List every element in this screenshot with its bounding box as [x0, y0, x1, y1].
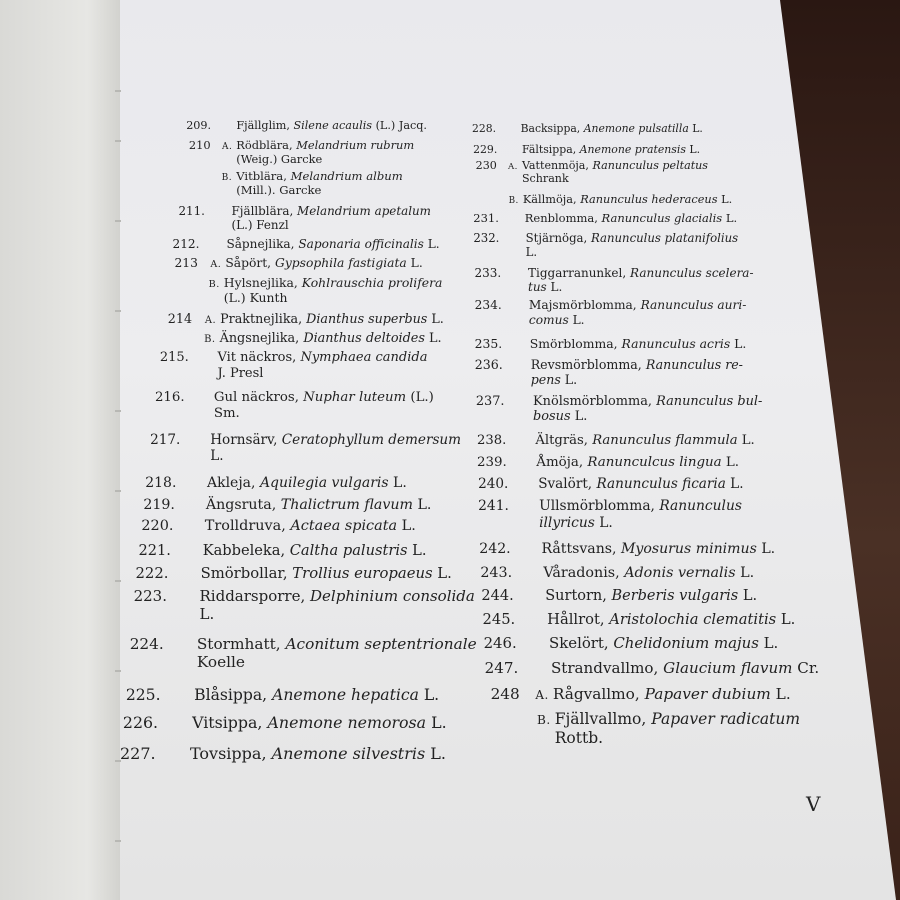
common-name: Praktnejlika, [220, 311, 303, 326]
species-entry [468, 123, 703, 136]
latin-name: Ranunculus ficaria [596, 476, 726, 492]
author-abbrev: L. [735, 565, 755, 581]
author-abbrev: (L.) [406, 390, 434, 405]
entry-number: 230 [475, 159, 497, 172]
latin-name: Kohlrauschia prolifera [301, 275, 443, 290]
common-name: Tiggarranunkel, [527, 266, 627, 280]
species-entry [469, 143, 700, 156]
species-entry [475, 565, 754, 582]
author-abbrev: L. [725, 476, 744, 492]
entry-continuation: (L.) Kunth [223, 289, 288, 305]
species-entry [474, 541, 775, 558]
entry-continuation: Sm. [213, 405, 240, 421]
entry-number: 219. [143, 497, 175, 513]
entry-continuation: L. [199, 605, 215, 623]
author-abbrev: L. [426, 713, 447, 732]
common-name: Revsmörblomma, [530, 357, 642, 372]
common-name: Ullsmörblomma, [539, 498, 655, 514]
latin-name: Papaver dubium [644, 685, 771, 703]
common-name: Fjällvallmo, [554, 710, 647, 728]
common-name: Hållrot, [547, 611, 605, 628]
entry-number: 232. [473, 231, 500, 245]
common-name: Smörblomma, [529, 336, 618, 351]
common-name: Råttsvans, [541, 541, 617, 557]
common-name: Såpnejlika, [226, 237, 295, 251]
latin-name: Ranunculcus lingua [587, 455, 722, 470]
entry-continuation: (L.) Fenzl [231, 218, 289, 233]
entry-number: 210 [188, 138, 211, 152]
species-entry [481, 710, 800, 747]
entry-number: 217. [150, 432, 181, 448]
common-name: Vitblära, [236, 169, 287, 183]
entry-number: 231. [473, 211, 499, 225]
entry-continuation: Rottb. [554, 728, 604, 747]
author-abbrev: L. [758, 634, 779, 652]
species-entry [470, 357, 743, 387]
author-abbrev: L. [722, 211, 738, 225]
author-abbrev: L. [432, 565, 452, 582]
latin-name: Dianthus superbus [306, 311, 428, 326]
latin-name: Ranunculus re- [645, 357, 743, 372]
latin-name: Melandrium apetalum [297, 204, 431, 218]
entry-number: 248 [490, 685, 520, 703]
common-name: Majsmörblomma, [528, 298, 637, 312]
author-abbrev: L. [688, 122, 703, 135]
entry-continuation: pens L. [530, 372, 578, 388]
page-number: V [806, 792, 821, 816]
common-name: Skelört, [549, 634, 609, 652]
latin-name: Aquilegia vulgaris [259, 475, 389, 491]
entry-number: 246. [483, 634, 517, 652]
species-entry [469, 231, 738, 259]
author-abbrev: L. [776, 611, 796, 628]
entry-number: 211. [178, 204, 205, 218]
common-name: Vattenmöja, [521, 159, 589, 172]
latin-name: Trollius europaeus [292, 565, 433, 582]
entry-continuation: Schrank [521, 172, 569, 186]
entry-number: 245. [482, 611, 516, 628]
species-entry [476, 588, 757, 605]
entry-number: 238. [476, 433, 507, 448]
common-name: Ältgräs, [535, 433, 588, 448]
author-abbrev: L. [427, 311, 444, 326]
entry-continuation: L. [525, 245, 538, 260]
latin-name: Nuphar luteum [303, 390, 407, 405]
latin-name: Glaucium flavum [663, 659, 793, 677]
entry-number: 220. [141, 518, 174, 534]
common-name: Hornsärv, [210, 432, 278, 448]
species-entry [472, 433, 755, 449]
author-abbrev: L. [406, 256, 423, 270]
common-name: Renblomma, [524, 211, 598, 225]
entry-continuation: (Weig.) Garcke [236, 151, 323, 166]
common-name: Svalört, [538, 476, 593, 492]
common-name: Strandvallmo, [550, 659, 659, 677]
entry-subletter: A. [204, 315, 217, 326]
author-abbrev: (L.) Jacq. [372, 119, 427, 132]
latin-name: Papaver radicatum [651, 710, 801, 728]
author-abbrev: L. [721, 455, 740, 470]
entry-continuation: L. [210, 448, 224, 465]
latin-name: Ranunculus bul- [656, 394, 763, 409]
latin-name: Caltha palustris [289, 542, 408, 559]
common-name: Fjällglim, [236, 119, 290, 132]
entry-continuation: comus L. [528, 312, 585, 327]
latin-name: Chelidonium majus [613, 634, 759, 652]
entry-number: 223. [133, 587, 167, 605]
species-entry [470, 266, 754, 295]
author-abbrev: L. [737, 433, 755, 448]
entry-subletter: B. [204, 334, 216, 345]
latin-name: Ranunculus [659, 498, 742, 514]
entry-number: 218. [145, 475, 177, 491]
entry-number: 212. [172, 237, 200, 251]
latin-name: Thalictrum flavum [280, 497, 413, 513]
entry-number: 221. [138, 542, 171, 559]
species-entry [468, 159, 708, 186]
latin-name: Ranunculus glacialis [601, 211, 723, 225]
common-name: Tovsippa, [189, 744, 267, 763]
latin-name: Gypsophila fastigiata [275, 256, 407, 270]
latin-name: Ranunculus acris [621, 336, 731, 351]
species-entry [480, 685, 791, 703]
common-name: Rågvallmo, [552, 685, 640, 703]
common-name: Stormhatt, [196, 635, 281, 653]
latin-name: Delphinium consolida [310, 587, 475, 605]
latin-name: Berberis vulgaris [611, 588, 739, 604]
common-name: Vit näckros, [217, 350, 297, 365]
common-name: Trolldruva, [204, 518, 286, 534]
latin-name: Ranunculus peltatus [592, 159, 708, 172]
entry-subletter: B. [208, 279, 220, 290]
latin-name: Ranunculus platanifolius [590, 231, 739, 245]
entry-number: 227. [119, 744, 156, 763]
latin-name: Anemone silvestris [271, 744, 426, 763]
author-abbrev: L. [717, 193, 733, 206]
species-entry [479, 659, 819, 677]
species-entry [473, 498, 742, 531]
entry-number: 239. [477, 455, 507, 470]
entry-continuation: J. Presl [217, 365, 264, 381]
author-abbrev: L. [685, 143, 701, 156]
common-name: Rödblära, [236, 138, 293, 152]
author-abbrev: L. [388, 475, 407, 491]
common-name: Stjärnöga, [525, 231, 588, 245]
author-abbrev: L. [730, 336, 747, 351]
entry-subletter: A. [535, 688, 549, 702]
latin-name: Ranunculus hederaceus [580, 193, 718, 206]
author-abbrev: L. [397, 518, 416, 534]
common-name: Ängsruta, [205, 497, 277, 513]
author-abbrev: L. [756, 541, 776, 557]
entry-continuation: illyricus L. [539, 514, 613, 531]
entry-number: 247. [484, 659, 519, 677]
entry-number: 222. [135, 565, 169, 582]
latin-name: Melandrium rubrum [296, 138, 415, 152]
species-entry [470, 337, 746, 352]
latin-name: Actaea spicata [290, 518, 398, 534]
latin-name: Anemone pulsatilla [583, 122, 689, 135]
common-name: Hylsnejlika, [223, 275, 298, 290]
entry-number: 216. [154, 390, 185, 405]
author-abbrev: L. [738, 588, 758, 604]
common-name: Källmöja, [522, 193, 577, 206]
author-abbrev: L. [407, 542, 427, 559]
species-entry [473, 476, 744, 492]
entry-number: 236. [474, 357, 503, 372]
entry-continuation: bosus L. [533, 409, 588, 425]
latin-name: Ranunculus flammula [592, 433, 738, 448]
common-name: Ängsnejlika, [219, 331, 300, 346]
entry-number: 234. [474, 298, 502, 312]
species-entry [477, 611, 795, 629]
entry-subletter: A. [210, 259, 222, 270]
latin-name: Nymphaea candida [300, 350, 428, 365]
common-name: Blåsippa, [194, 686, 268, 704]
entry-number: 240. [478, 476, 509, 492]
common-name: Backsippa, [520, 122, 581, 135]
common-name: Riddarsporre, [199, 587, 306, 605]
entry-number: 224. [129, 635, 164, 653]
common-name: Fjällblära, [231, 204, 294, 218]
common-name: Surtorn, [545, 588, 607, 604]
species-entry [472, 455, 739, 471]
species-entry [470, 298, 746, 327]
common-name: Åmöja, [536, 455, 584, 470]
latin-name: Anemone pratensis [579, 143, 686, 156]
entry-continuation: (Mill.). Garcke [236, 182, 322, 197]
author-abbrev: L. [412, 497, 432, 513]
species-entry [478, 635, 778, 653]
entry-continuation: Koelle [196, 653, 245, 672]
common-name: Gul näckros, [213, 390, 299, 405]
entry-continuation: tus L. [528, 280, 563, 295]
author-abbrev: Cr. [792, 659, 820, 677]
common-name: Kabbeleka, [202, 542, 286, 559]
latin-name: Ranunculus auri- [640, 298, 747, 312]
entry-number: 225. [125, 686, 161, 704]
entry-number: 235. [474, 336, 503, 351]
entry-number: 244. [481, 588, 514, 604]
entry-number: 237. [475, 394, 505, 409]
entry-number: 243. [480, 565, 513, 581]
author-abbrev: L. [418, 686, 440, 704]
entry-number: 226. [122, 713, 159, 732]
latin-name: Adonis vernalis [624, 565, 736, 581]
entry-subletter: B. [221, 173, 233, 183]
entry-number: 213 [174, 256, 198, 270]
latin-name: Dianthus deltoides [303, 331, 425, 346]
latin-name: Ranunculus scelera- [630, 266, 754, 280]
entry-number: 215. [159, 350, 189, 365]
entry-number: 241. [478, 498, 509, 514]
common-name: Såpört, [225, 256, 272, 270]
author-abbrev: L. [770, 685, 791, 703]
species-entry [469, 212, 737, 226]
entry-number: 229. [473, 143, 498, 156]
species-entry [468, 193, 732, 207]
entry-number: 214 [167, 311, 193, 326]
latin-name: Anemone nemorosa [267, 713, 427, 732]
entry-number: 233. [474, 266, 502, 280]
latin-name: Aconitum septentrionale [285, 635, 477, 653]
latin-name: Ceratophyllum demersum [281, 432, 462, 448]
latin-name: Melandrium album [290, 169, 403, 183]
latin-name: Saponaria officinalis [298, 237, 424, 251]
common-name: Vitsippa, [192, 713, 263, 732]
entry-number: 228. [472, 122, 497, 135]
author-abbrev: L. [423, 237, 440, 251]
entry-number: 242. [479, 541, 511, 557]
entry-number: 209. [186, 119, 212, 132]
common-name: Smörbollar, [200, 565, 288, 582]
common-name: Knölsmörblomma, [533, 394, 652, 409]
entry-subletter: B. [508, 196, 519, 206]
common-name: Akleja, [206, 475, 256, 491]
author-abbrev: L. [424, 331, 442, 346]
latin-name: Anemone hepatica [272, 686, 419, 704]
latin-name: Aristolochia clematitis [609, 611, 777, 628]
latin-name: Silene acaulis [293, 119, 373, 132]
entry-subletter: A. [222, 142, 233, 152]
entry-subletter: B. [537, 713, 551, 727]
latin-name: Myosurus minimus [620, 541, 757, 557]
common-name: Fältsippa, [522, 143, 577, 156]
species-entry [471, 394, 762, 425]
entry-subletter: A. [507, 162, 518, 172]
author-abbrev: L. [425, 744, 446, 763]
common-name: Våradonis, [543, 565, 620, 581]
